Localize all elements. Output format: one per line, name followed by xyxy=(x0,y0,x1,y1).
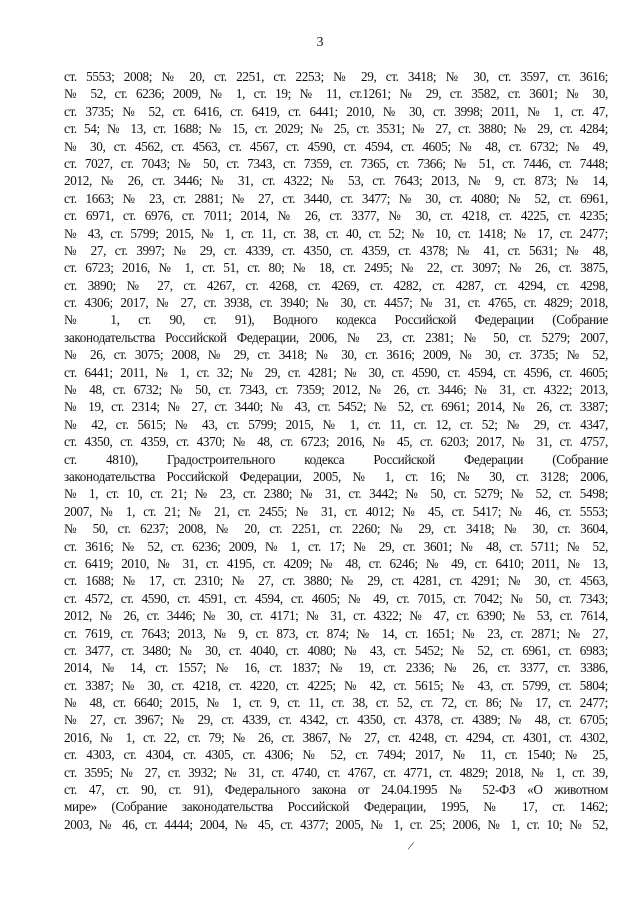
text-line: 2016, № 1, ст. 22, ст. 79; № 26, ст. 3867, № 27, ст. 4248, ст. 4294, ст. 4301, ст. 4302, xyxy=(64,729,608,745)
page-number: 3 xyxy=(316,35,324,50)
text-line: № 48, ст. 6732; № 50, ст. 7343, ст. 7359; 2012, № 26, ст. 3446; № 31, ст. 4322; 2013, xyxy=(64,382,608,398)
text-line: № 26, ст. 3075; 2008, № 29, ст. 3418; № 30, ст. 3616; 2009, № 30, ст. 3735; № 52, xyxy=(64,347,608,363)
text-line: № 1, ст. 90, ст. 91), Водного кодекса Российской Федерации (Собрание xyxy=(64,312,608,328)
text-line: мире» (Собрание законодательства Российской Федерации, 1995, № 17, ст. 1462; xyxy=(64,799,608,815)
text-line: ст. 4303, ст. 4304, ст. 4305, ст. 4306; № 52, ст. 7494; 2017, № 11, ст. 1540; № 25, xyxy=(64,747,608,763)
text-line: ст. 4810), Градостроительного кодекса Российской Федерации (Собрание xyxy=(64,451,608,467)
text-line: ст. 4572, ст. 4590, ст. 4591, ст. 4594, ст. 4605; № 49, ст. 7015, ст. 7042; № 50, ст. 7343; xyxy=(64,590,608,606)
text-line: 2007, № 1, ст. 21; № 21, ст. 2455; № 31, ст. 4012; № 45, ст. 5417; № 46, ст. 5553; xyxy=(64,503,608,519)
text-line: № 50, ст. 6237; 2008, № 20, ст. 2251, ст. 2260; № 29, ст. 3418; № 30, ст. 3604, xyxy=(64,521,608,537)
text-line: ст. 3387; № 30, ст. 4218, ст. 4220, ст. 4225; № 42, ст. 5615; № 43, ст. 5799, ст. 5804; xyxy=(64,677,608,693)
text-line: 2014, № 14, ст. 1557; № 16, ст. 1837; № 19, ст. 2336; № 26, ст. 3377, ст. 3386, xyxy=(64,660,608,676)
text-line: № 27, ст. 3967; № 29, ст. 4339, ст. 4342, ст. 4350, ст. 4378, ст. 4389; № 48, ст. 6705; xyxy=(64,712,608,728)
text-line: ст. 3890; № 27, ст. 4267, ст. 4268, ст. 4269, ст. 4282, ст. 4287, ст. 4294, ст. 4298, xyxy=(64,277,608,293)
text-line: ст. 47, ст. 90, ст. 91), Федерального закона от 24.04.1995 № 52-ФЗ «О животном xyxy=(64,782,608,798)
text-line: ст. 1688; № 17, ст. 2310; № 27, ст. 3880; № 29, ст. 4281, ст. 4291; № 30, ст. 4563, xyxy=(64,573,608,589)
text-line: 2012, № 26, ст. 3446; № 30, ст. 4171; № 31, ст. 4322; № 47, ст. 6390; № 53, ст. 7614, xyxy=(64,608,608,624)
text-line: ст. 1663; № 23, ст. 2881; № 27, ст. 3440, ст. 3477; № 30, ст. 4080; № 52, ст. 6961, xyxy=(64,190,608,206)
text-line: ст. 7619, ст. 7643; 2013, № 9, ст. 873, ст. 874; № 14, ст. 1651; № 23, ст. 2871; № 27, xyxy=(64,625,608,641)
text-line: законодательства Российской Федерации, 2005, № 1, ст. 16; № 30, ст. 3128; 2006, xyxy=(64,468,608,484)
text-line: ст. 6441; 2011, № 1, ст. 32; № 29, ст. 4281; № 30, ст. 4590, ст. 4594, ст. 4596, ст. 4605; xyxy=(64,364,608,380)
text-line: ст. 3595; № 27, ст. 3932; № 31, ст. 4740, ст. 4767, ст. 4771, ст. 4829; 2018, № 1, ст. 39, xyxy=(64,764,608,780)
pen-mark: / xyxy=(406,837,416,854)
text-line: № 52, ст. 6236; 2009, № 1, ст. 19; № 11, ст.1261; № 29, ст. 3582, ст. 3601; № 30, xyxy=(64,86,608,102)
text-line: ст. 3735; № 52, ст. 6416, ст. 6419, ст. 6441; 2010, № 30, ст. 3998; 2011, № 1, ст. 47, xyxy=(64,103,608,119)
text-line: № 43, ст. 5799; 2015, № 1, ст. 11, ст. 38, ст. 40, ст. 52; № 10, ст. 1418; № 17, ст. 2477; xyxy=(64,225,608,241)
text-line: ст. 3477, ст. 3480; № 30, ст. 4040, ст. 4080; № 43, ст. 5452; № 52, ст. 6961, ст. 6983; xyxy=(64,642,608,658)
text-line: 2003, № 46, ст. 4444; 2004, № 45, ст. 4377; 2005, № 1, ст. 25; 2006, № 1, ст. 10; № 52, xyxy=(64,816,608,832)
text-line: ст. 7027, ст. 7043; № 50, ст. 7343, ст. 7359, ст. 7365, ст. 7366; № 51, ст. 7446, ст. 7448; xyxy=(64,155,608,171)
body-text xyxy=(64,68,608,833)
text-line: № 19, ст. 2314; № 27, ст. 3440; № 43, ст. 5452; № 52, ст. 6961; 2014, № 26, ст. 3387; xyxy=(64,399,608,415)
text-line: № 27, ст. 3997; № 29, ст. 4339, ст. 4350, ст. 4359, ст. 4378; № 41, ст. 5631; № 48, xyxy=(64,242,608,258)
text-line: № 48, ст. 6640; 2015, № 1, ст. 9, ст. 11, ст. 38, ст. 52, ст. 72, ст. 86; № 17, ст. 2477; xyxy=(64,695,608,711)
text-line: ст. 6971, ст. 6976, ст. 7011; 2014, № 26, ст. 3377, № 30, ст. 4218, ст. 4225, ст. 4235; xyxy=(64,208,608,224)
text-line: № 1, ст. 10, ст. 21; № 23, ст. 2380; № 31, ст. 3442; № 50, ст. 5279; № 52, ст. 5498; xyxy=(64,486,608,502)
text-line: № 30, ст. 4562, ст. 4563, ст. 4567, ст. 4590, ст. 4594, ст. 4605; № 48, ст. 6732; № 49, xyxy=(64,138,608,154)
text-line: ст. 4350, ст. 4359, ст. 4370; № 48, ст. 6723; 2016, № 45, ст. 6203; 2017, № 31, ст. 4757, xyxy=(64,434,608,450)
text-line: ст. 4306; 2017, № 27, ст. 3938, ст. 3940; № 30, ст. 4457; № 31, ст. 4765, ст. 4829; 2018, xyxy=(64,295,608,311)
text-line: 2012, № 26, ст. 3446; № 31, ст. 4322; № 53, ст. 7643; 2013, № 9, ст. 873; № 14, xyxy=(64,173,608,189)
text-line: ст. 54; № 13, ст. 1688; № 15, ст. 2029; № 25, ст. 3531; № 27, ст. 3880; № 29, ст. 4284; xyxy=(64,121,608,137)
text-line: ст. 5553; 2008; № 20, ст. 2251, ст. 2253; № 29, ст. 3418; № 30, ст. 3597, ст. 3616; xyxy=(64,69,608,84)
text-line: законодательства Российской Федерации, 2006, № 23, ст. 2381; № 50, ст. 5279; 2007, xyxy=(64,329,608,345)
text-line: ст. 3616; № 52, ст. 6236; 2009, № 1, ст. 17; № 29, ст. 3601; № 48, ст. 5711; № 52, xyxy=(64,538,608,554)
text-line: ст. 6419; 2010, № 31, ст. 4195, ст. 4209; № 48, ст. 6246; № 49, ст. 6410; 2011, № 13, xyxy=(64,555,608,571)
text-line: № 42, ст. 5615; № 43, ст. 5799; 2015, № 1, ст. 11, ст. 12, ст. 52; № 29, ст. 4347, xyxy=(64,416,608,432)
text-line: ст. 6723; 2016, № 1, ст. 51, ст. 80; № 18, ст. 2495; № 22, ст. 3097; № 26, ст. 3875, xyxy=(64,260,608,276)
